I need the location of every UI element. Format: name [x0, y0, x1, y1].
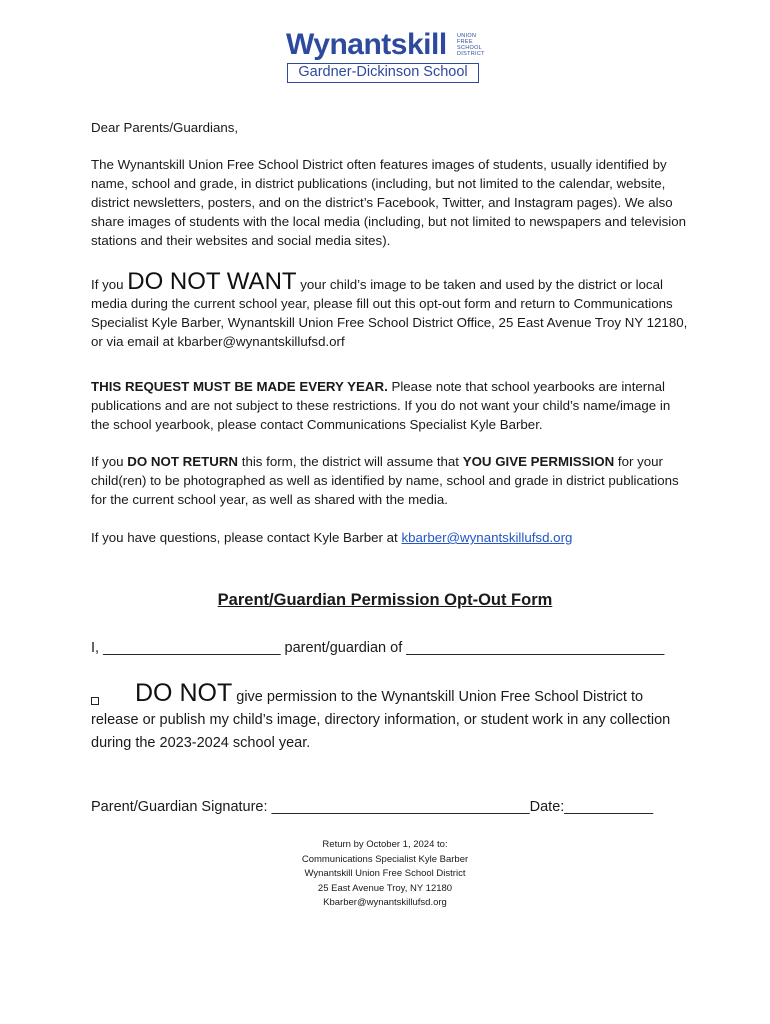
form-title: Parent/Guardian Permission Opt-Out Form: [217, 591, 553, 609]
letter-paragraph-2: If you DO NOT WANT your child’s image to be taken and used by the district or local media during the current school year, please fill out this opt-out form and return to Communications Specialist Kyle Barber, Wynantskill Union Free School District Office, 25 East Avenue Troy NY 12180, or via email at kbarber@wynantskillufsd.orf: [91, 268, 688, 349]
return-instructions: Return by October 1, 2024 to: Communications Specialist Kyle Barber Wynantskill Union Free School District 25 East Avenue Troy, NY 12180 Kbarber@wynantskillufsd.org: [0, 838, 770, 911]
logo-side-text: UNION FREE SCHOOL DISTRICT: [457, 33, 485, 57]
child-name-field[interactable]: ________________________________: [406, 640, 665, 656]
footer-email: Kbarber@wynantskillufsd.org: [323, 897, 447, 908]
date-field[interactable]: ___________: [564, 799, 654, 815]
guardian-line: I, ______________________ parent/guardian of ________________________________: [91, 640, 665, 656]
letter-paragraph-5: If you have questions, please contact Kyle Barber at kbarber@wynantskillufsd.org: [91, 530, 573, 545]
logo-wordmark: Wynantskill: [286, 28, 447, 61]
logo-school-name: Gardner-Dickinson School: [287, 63, 479, 83]
do-not-emphasis: DO NOT: [135, 679, 233, 707]
district-logo: [286, 28, 486, 86]
letter-greeting: Dear Parents/Guardians,: [91, 120, 239, 135]
signature-field[interactable]: ________________________________: [271, 799, 530, 815]
contact-email-link[interactable]: kbarber@wynantskillufsd.org: [401, 530, 573, 545]
signature-line: Parent/Guardian Signature: ________________________________Date:___________: [91, 799, 654, 815]
do-not-want-emphasis: DO NOT WANT: [127, 268, 297, 295]
letter-paragraph-1: The Wynantskill Union Free School District often features images of students, usually identified by name, school and grade, in district publications (including, but not limited to the calendar, website, district newsletters, posters, and on the district’s Facebook, Twitter, and Instagram pages). We also share images of students with the local media (including, but not limited to newspapers and television stations and their websites and social media sites).: [91, 157, 686, 248]
letter-paragraph-4: If you DO NOT RETURN this form, the district will assume that YOU GIVE PERMISSION for your child(ren) to be photographed as well as identified by name, school and grade in district publications for the current school year, as well as shared with the media.: [91, 454, 679, 507]
permission-statement: DO NOT give permission to the Wynantskill Union Free School District to release or publish my child’s image, directory information, or student work in any collection during the 2023-2024 school year.: [91, 679, 671, 751]
guardian-name-field[interactable]: ______________________: [103, 640, 281, 656]
letter-paragraph-3: THIS REQUEST MUST BE MADE EVERY YEAR. Please note that school yearbooks are internal publications and are not subject to these restrictions. If you do not want your child’s name/image in the school yearbook, please contact Communications Specialist Kyle Barber.: [91, 379, 671, 432]
